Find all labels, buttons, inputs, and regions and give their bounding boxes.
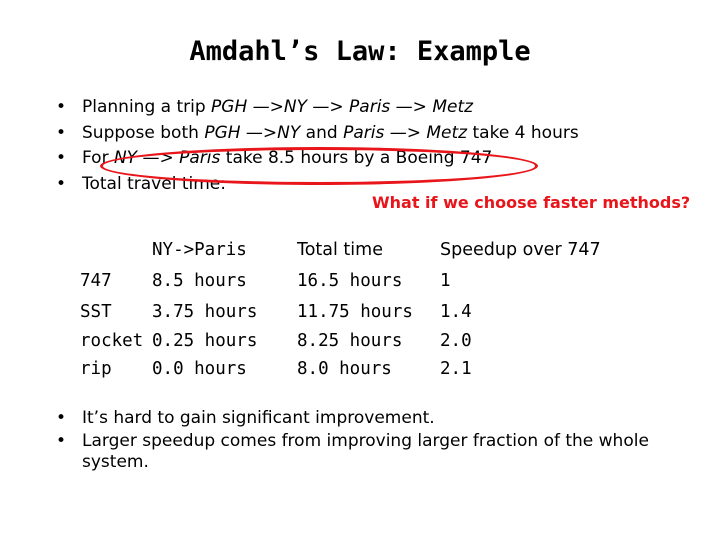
header-total-time: Total time	[297, 240, 383, 260]
conclusion-text: It’s hard to gain significant improvement.	[82, 408, 435, 428]
bullet-text: Planning a trip	[82, 97, 212, 117]
row-rip-total: 8.0 hours	[297, 359, 392, 379]
row-sst-time: 3.75 hours	[152, 302, 258, 322]
row-rocket-speedup: 2.0	[440, 331, 472, 351]
conclusion-item	[56, 408, 656, 429]
row-rocket-total: 8.25 hours	[297, 331, 403, 351]
question-text: What if we choose faster methods?	[372, 193, 691, 212]
bullet-text: Total travel time:	[82, 173, 226, 194]
route-text: NY —> Paris	[113, 148, 221, 168]
header-speedup: Speedup over 747	[440, 240, 601, 260]
bullet-text: Suppose both	[82, 122, 205, 143]
bullet-dot: •	[56, 431, 67, 451]
bullet-dot: •	[56, 173, 67, 194]
conclusion-text: Larger speedup comes from improving larger fraction of the whole system.	[82, 431, 649, 472]
row-rip-time: 0.0 hours	[152, 359, 247, 379]
row-747-speedup: 1	[440, 271, 451, 291]
row-sst-speedup: 1.4	[440, 302, 472, 322]
bullet-dot: •	[56, 97, 67, 117]
route-text: PGH —>NY —> Paris —> Metz	[211, 97, 474, 117]
slide-title: Amdahl’s Law: Example	[189, 36, 531, 67]
bullet-text: take 4 hours	[467, 122, 579, 143]
row-sst-name: SST	[80, 302, 112, 322]
row-rip-speedup: 2.1	[440, 359, 472, 379]
bullet-text: and	[300, 122, 344, 143]
row-747-name: 747	[80, 271, 112, 291]
bullet-suppose	[56, 122, 579, 148]
bullet-dot: •	[56, 122, 67, 143]
row-sst-total: 11.75 hours	[297, 302, 413, 322]
row-rip-name: rip	[80, 359, 112, 379]
route-text: Paris —> Metz	[343, 122, 468, 143]
bullet-dot: •	[56, 148, 67, 168]
row-747-time: 8.5 hours	[152, 271, 247, 291]
bullet-dot: •	[56, 408, 67, 428]
bullet-text: For	[82, 148, 114, 168]
conclusion-item	[56, 431, 656, 473]
row-747-total: 16.5 hours	[297, 271, 403, 291]
highlight-ellipse	[100, 147, 538, 185]
bullet-planning-trip	[56, 96, 579, 122]
conclusion-list	[56, 408, 656, 475]
bullet-text: take 8.5 hours by a Boeing 747	[220, 148, 493, 168]
row-rocket-time: 0.25 hours	[152, 331, 258, 351]
route-text: PGH —>NY	[204, 122, 301, 143]
header-ny-paris: NY->Paris	[152, 240, 247, 260]
row-rocket-name: rocket	[80, 331, 144, 351]
